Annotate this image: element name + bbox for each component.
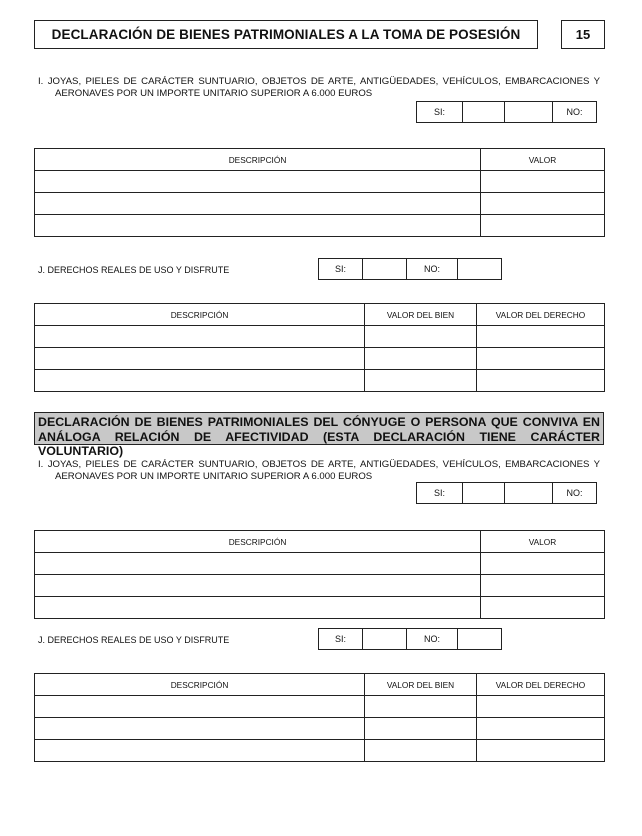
right-value-cell[interactable] [477,326,605,348]
section-j-yes-no-box [318,258,502,280]
yes-checkbox[interactable] [463,483,505,503]
spouse-section-i-yes-no-box [416,482,597,504]
spacer-cell [505,483,553,503]
table-row [35,171,605,193]
section-i-heading [38,76,600,99]
value-cell[interactable] [481,597,605,619]
no-checkbox[interactable] [458,259,501,279]
description-cell[interactable] [35,370,365,392]
table-header-row [35,531,605,553]
section-j-heading: J. DERECHOS REALES DE USO Y DISFRUTE [38,265,230,275]
section-i-table [34,148,605,237]
column-header-value: VALOR [481,531,605,553]
table-row [35,348,605,370]
no-label: NO: [566,107,583,117]
asset-value-cell[interactable] [365,696,477,718]
asset-value-cell[interactable] [365,718,477,740]
no-checkbox[interactable] [458,629,501,649]
description-cell[interactable] [35,740,365,762]
no-label: NO: [407,259,458,279]
yes-checkbox[interactable] [363,629,407,649]
spouse-section-i-table [34,530,605,619]
description-cell[interactable] [35,171,481,193]
table-row [35,215,605,237]
spouse-section-i-heading [38,459,600,482]
column-header-asset-value: VALOR DEL BIEN [365,674,477,696]
section-j-table [34,303,605,392]
description-cell[interactable] [35,575,481,597]
description-cell[interactable] [35,215,481,237]
value-cell[interactable] [481,215,605,237]
right-value-cell[interactable] [477,718,605,740]
asset-value-cell[interactable] [365,740,477,762]
description-cell[interactable] [35,597,481,619]
description-cell[interactable] [35,348,365,370]
table-row [35,193,605,215]
table-row [35,370,605,392]
spacer-cell [505,102,553,122]
no-label: NO: [407,629,458,649]
right-value-cell[interactable] [477,348,605,370]
table-header-row [35,674,605,696]
table-row [35,326,605,348]
description-cell[interactable] [35,553,481,575]
value-cell[interactable] [481,575,605,597]
yes-label: SI: [417,102,463,122]
section-i-heading-line2: AERONAVES POR UN IMPORTE UNITARIO SUPERIOR A 6.000 EUROS [55,470,373,482]
column-header-asset-value: VALOR DEL BIEN [365,304,477,326]
right-value-cell[interactable] [477,696,605,718]
yes-checkbox[interactable] [463,102,505,122]
description-cell[interactable] [35,193,481,215]
section-i-heading-line1: I. JOYAS, PIELES DE CARÁCTER SUNTUARIO, OBJETOS DE ARTE, ANTIGÜEDADES, VEHÍCULOS, EMBARCACIONES Y [38,76,600,87]
asset-value-cell[interactable] [365,348,477,370]
table-row [35,553,605,575]
table-row [35,740,605,762]
table-row [35,597,605,619]
right-value-cell[interactable] [477,370,605,392]
table-header-row [35,149,605,171]
value-cell[interactable] [481,193,605,215]
table-row [35,696,605,718]
spouse-header-line2: ANÁLOGA RELACIÓN DE AFECTIVIDAD (ESTA DECLARACIÓN TIENE CARÁCTER VOLUNTARIO) [38,429,600,458]
section-i-yes-no-box [416,101,597,123]
column-header-value: VALOR [481,149,605,171]
page-title: DECLARACIÓN DE BIENES PATRIMONIALES A LA TOMA DE POSESIÓN [34,20,538,49]
spouse-section-header [34,412,604,458]
spouse-section-j-heading: J. DERECHOS REALES DE USO Y DISFRUTE [38,635,230,645]
value-cell[interactable] [481,553,605,575]
spouse-section-j-yes-no-box [318,628,502,650]
column-header-description: DESCRIPCIÓN [35,304,365,326]
table-header-row [35,304,605,326]
description-cell[interactable] [35,718,365,740]
right-value-cell[interactable] [477,740,605,762]
column-header-right-value: VALOR DEL DERECHO [477,304,605,326]
asset-value-cell[interactable] [365,326,477,348]
yes-label: SI: [417,483,463,503]
spouse-header-line1: DECLARACIÓN DE BIENES PATRIMONIALES DEL CÓNYUGE O PERSONA QUE CONVIVA EN [38,415,600,429]
table-row [35,718,605,740]
column-header-right-value: VALOR DEL DERECHO [477,674,605,696]
section-i-heading-line1: I. JOYAS, PIELES DE CARÁCTER SUNTUARIO, OBJETOS DE ARTE, ANTIGÜEDADES, VEHÍCULOS, EMBARCACIONES Y [38,459,600,470]
section-i-heading-line2: AERONAVES POR UN IMPORTE UNITARIO SUPERIOR A 6.000 EUROS [55,87,373,99]
yes-checkbox[interactable] [363,259,407,279]
no-label: NO: [566,488,583,498]
value-cell[interactable] [481,171,605,193]
yes-label: SI: [319,629,363,649]
description-cell[interactable] [35,696,365,718]
column-header-description: DESCRIPCIÓN [35,674,365,696]
column-header-description: DESCRIPCIÓN [35,531,481,553]
table-row [35,575,605,597]
yes-label: SI: [319,259,363,279]
page-number: 15 [561,20,605,49]
column-header-description: DESCRIPCIÓN [35,149,481,171]
asset-value-cell[interactable] [365,370,477,392]
spouse-section-j-table [34,673,605,762]
description-cell[interactable] [35,326,365,348]
